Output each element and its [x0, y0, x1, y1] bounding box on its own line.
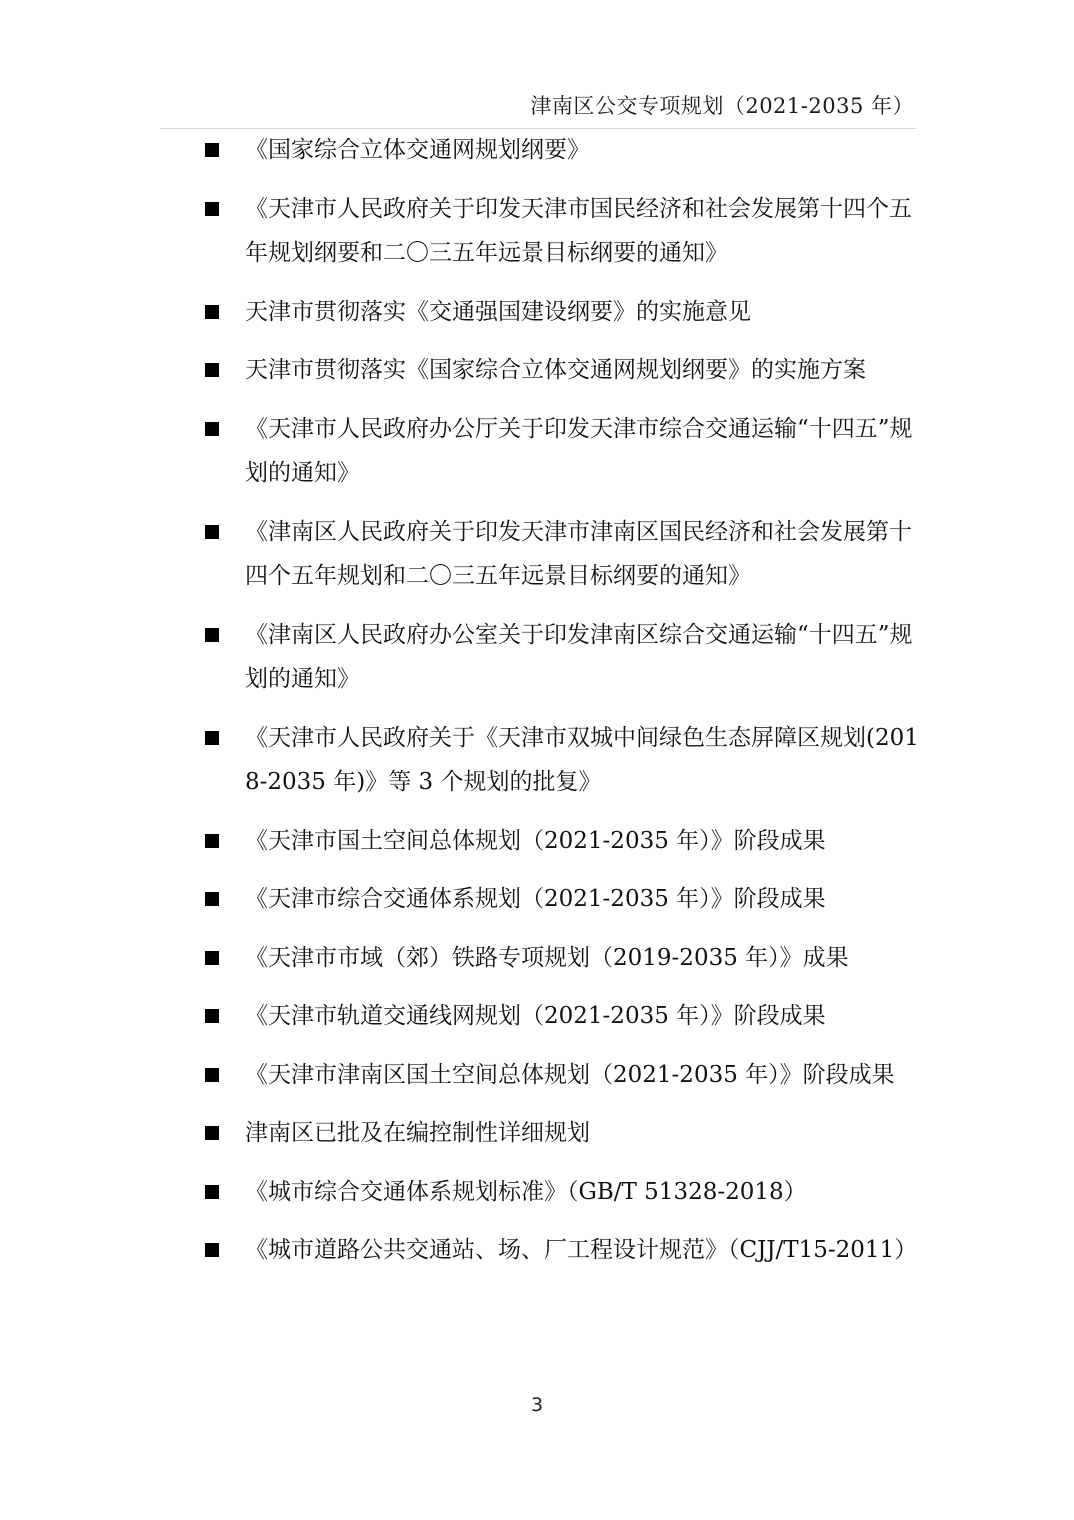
square-bullet-icon: [205, 951, 219, 965]
list-item: [205, 819, 925, 864]
reference-text: 《天津市国土空间总体规划（2021-2035 年）》阶段成果: [245, 827, 826, 854]
square-bullet-icon: [205, 305, 219, 319]
square-bullet-icon: [205, 1009, 219, 1023]
square-bullet-icon: [205, 1126, 219, 1140]
list-item: [205, 187, 925, 276]
square-bullet-icon: [205, 1185, 219, 1199]
square-bullet-icon: [205, 1243, 219, 1257]
square-bullet-icon: [205, 422, 219, 436]
reference-text: 《城市综合交通体系规划标准》（GB/T 51328-2018）: [245, 1178, 807, 1205]
reference-list: [205, 128, 925, 1287]
reference-text: 天津市贯彻落实《国家综合立体交通网规划纲要》的实施方案: [245, 357, 866, 383]
reference-text: 《天津市综合交通体系规划（2021-2035 年）》阶段成果: [245, 886, 826, 912]
reference-text: 《天津市市域（郊）铁路专项规划（2019-2035 年）》成果: [245, 944, 849, 971]
list-item: [205, 877, 925, 922]
reference-text: 《天津市津南区国土空间总体规划（2021-2035 年）》阶段成果: [245, 1061, 895, 1088]
reference-text: 《津南区人民政府办公室关于印发津南区综合交通运输“十四五”规划的通知》: [245, 621, 913, 692]
square-bullet-icon: [205, 731, 219, 745]
reference-text: 《城市道路公共交通站、场、厂工程设计规范》（CJJ/T15-2011）: [245, 1237, 918, 1263]
list-item: [205, 936, 925, 981]
list-item: [205, 128, 925, 173]
list-item: [205, 510, 925, 599]
list-item: [205, 613, 925, 702]
list-item: [205, 290, 925, 335]
square-bullet-icon: [205, 892, 219, 906]
square-bullet-icon: [205, 628, 219, 642]
square-bullet-icon: [205, 525, 219, 539]
list-item: [205, 1111, 925, 1156]
running-header: 津南区公交专项规划（2021-2035 年）: [530, 94, 914, 118]
reference-text: 《天津市人民政府关于印发天津市国民经济和社会发展第十四个五年规划纲要和二〇三五年远景目标纲要的通知》: [245, 195, 912, 266]
square-bullet-icon: [205, 143, 219, 157]
list-item: [205, 348, 925, 393]
list-item: [205, 994, 925, 1039]
reference-text: 《国家综合立体交通网规划纲要》: [245, 137, 590, 163]
reference-text: 《天津市人民政府关于《天津市双城中间绿色生态屏障区规划(2018-2035 年)》等 3 个规划的批复》: [245, 724, 919, 795]
reference-text: 《津南区人民政府关于印发天津市津南区国民经济和社会发展第十四个五年规划和二〇三五年远景目标纲要的通知》: [245, 518, 912, 589]
page-number: 3: [530, 1394, 544, 1416]
reference-text: 津南区已批及在编控制性详细规划: [245, 1120, 590, 1146]
list-item: [205, 716, 925, 805]
list-item: [205, 1228, 925, 1273]
list-item: [205, 1170, 925, 1215]
list-item: [205, 1053, 925, 1098]
list-item: [205, 407, 925, 496]
square-bullet-icon: [205, 363, 219, 377]
reference-text: 《天津市轨道交通线网规划（2021-2035 年）》阶段成果: [245, 1003, 826, 1029]
square-bullet-icon: [205, 834, 219, 848]
square-bullet-icon: [205, 1068, 219, 1082]
reference-text: 天津市贯彻落实《交通强国建设纲要》的实施意见: [245, 298, 751, 325]
square-bullet-icon: [205, 202, 219, 216]
reference-text: 《天津市人民政府办公厅关于印发天津市综合交通运输“十四五”规划的通知》: [245, 415, 913, 486]
